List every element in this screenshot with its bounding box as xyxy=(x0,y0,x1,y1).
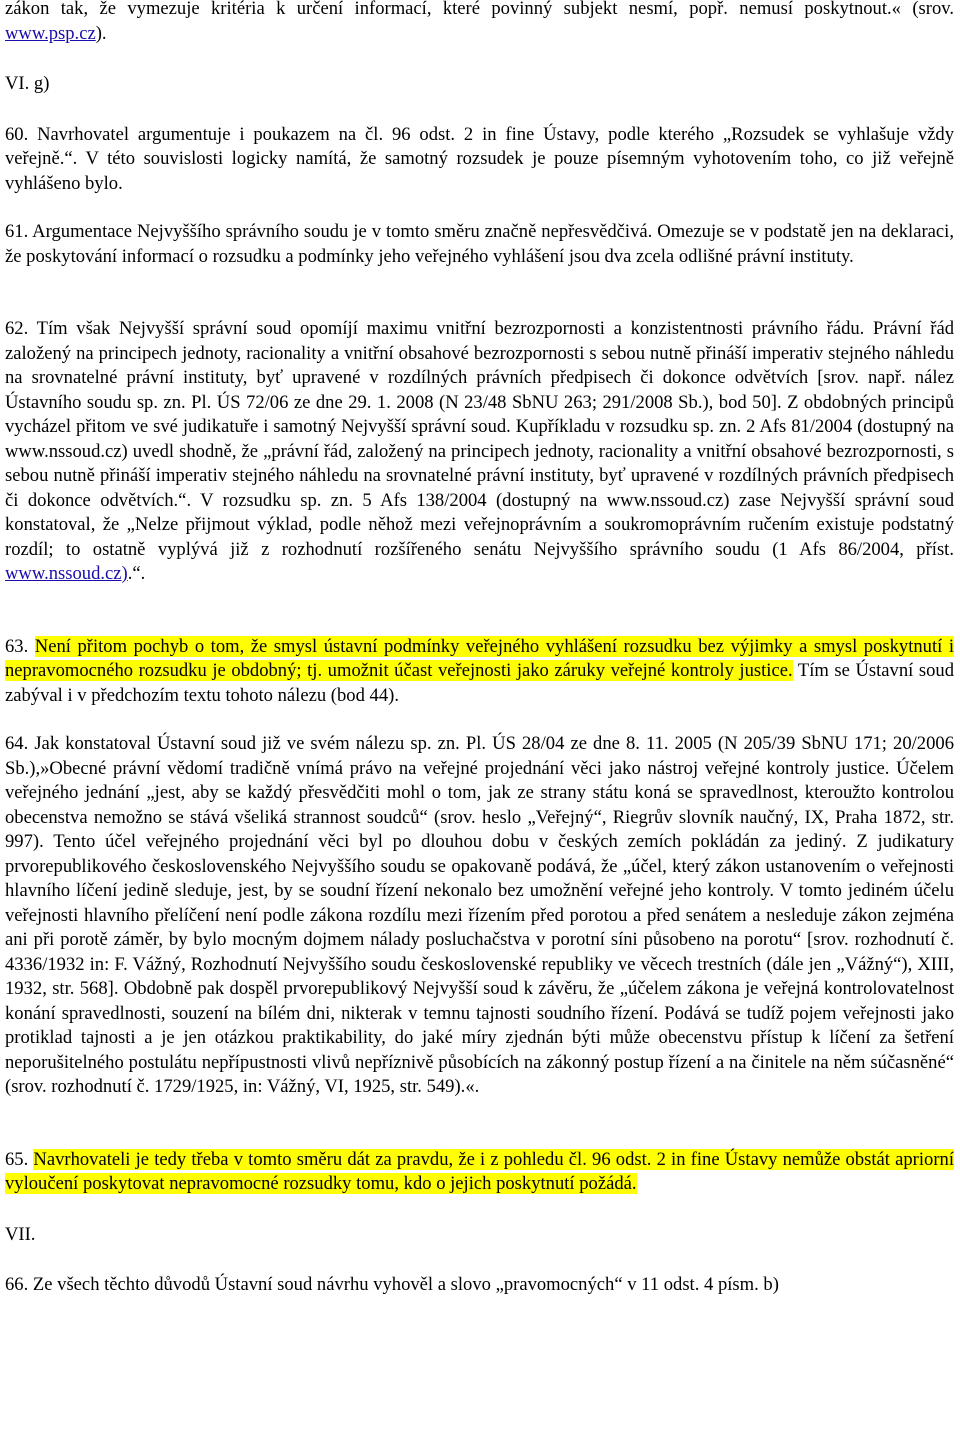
paragraph-63-highlight: Není přitom pochyb o tom, že smysl ústavní podmínky veřejného vyhlášení rozsudku bez výjimky a smysl poskytnutí i nepravomocného rozsudku je obdobný; tj. umožnit účast veřejnosti jako záruky veřejné kontroly justice. xyxy=(5,635,954,681)
heading-vi-g: VI. g) xyxy=(5,73,50,94)
paragraph-66: 66. Ze všech těchto důvodů Ústavní soud návrhu vyhověl a slovo „pravomocných“ v 11 odst. 4 písm. b) xyxy=(5,1274,779,1295)
paragraph-62-text: 62. Tím však Nejvyšší správní soud opomíjí maximu vnitřní bezrozpornosti a konzistentnosti právního řádu. Právní řád založený na principech jednoty, racionality a vnitřní obsahové bezrozpornosti s sebou nutně přináší imperativ stejného náhledu na srovnatelné právní instituty, byť upravené v rozdílných právních předpisech či dokonce odvětvích [srov. např. nález Ústavního soudu sp. zn. Pl. ÚS 72/06 ze dne 29. 1. 2008 (N 23/48 SbNU 263; 291/2008 Sb.), bod 50]. Z obdobných principů vycházel přitom ve své judikatuře i samotný Nejvyšší správní soud. Kupříkladu v rozsudku sp. zn. 2 Afs 81/2004 (dostupný na www.nssoud.cz) uvedl shodně, že „právní řád, založený na principech jednoty, racionality a vnitřní obsahové bezrozpornosti, s sebou nutně přináší imperativ stejného náhledu na srovnatelné právní instituty, byť upravené v rozdílných právních předpisech či dokonce odvětvích.“. V rozsudku sp. zn. 5 Afs 138/2004 (dostupný na www.nssoud.cz) zase Nejvyšší správní soud konstatoval, že „Nelze přijmout výklad, podle něhož mezi veřejnoprávním a soukromoprávním ručením existuje podstatný rozdíl; to ostatně vyplývá již z rozhodnutí rozšířeného senátu Nejvyššího správního soudu (1 Afs 86/2004, příst. xyxy=(5,318,954,560)
document-page xyxy=(5,0,954,1298)
paragraph-62 xyxy=(5,317,954,587)
paragraph-65-number: 65. xyxy=(5,1148,34,1170)
spacer xyxy=(5,269,954,317)
spacer xyxy=(5,1100,954,1148)
paragraph-63-number: 63. xyxy=(5,635,35,657)
paragraph-63-tail: Tím se Ústavní soud zabýval i v předchozím textu tohoto nálezu (bod 44). xyxy=(5,660,954,706)
paragraph-intro-text: zákon tak, že vymezuje kritéria k určení informací, které povinný subjekt nesmí, popř. nemusí poskytnout.« (srov. xyxy=(5,0,954,19)
spacer xyxy=(5,196,954,220)
spacer xyxy=(5,1247,954,1273)
paragraph-60: 60. Navrhovatel argumentuje i poukazem na čl. 96 odst. 2 in fine Ústavy, podle kterého „Rozsudek se vyhlašuje vždy veřejně.“. V této souvislosti logicky namítá, že samotný rozsudek je pouze písemným vyhotovením toho, co již veřejně vyhlášeno bylo. xyxy=(5,123,954,194)
paragraph-61: 61. Argumentace Nejvyššího správního soudu je v tomto směru značně nepřesvědčivá. Omezuje se v podstatě jen na deklaraci, že poskytování informací o rozsudku a podmínky jeho veřejného vyhlášení jsou dva zcela odlišné právní instituty. xyxy=(5,221,954,267)
paragraph-intro-tail: ). xyxy=(95,22,107,44)
nssoud-link[interactable]: www.nssoud.cz) xyxy=(5,563,128,584)
paragraph-63 xyxy=(5,635,954,709)
heading-vii: VII. xyxy=(5,1223,36,1245)
paragraph-65-highlight: Navrhovateli je tedy třeba v tomto směru dát za pravdu, že i z pohledu čl. 96 odst. 2 in fine Ústavy nemůže obstát apriorní vyloučení poskytovat nepravomocné rozsudky tomu, kdo o jejich poskytnutí požádá. xyxy=(5,1148,954,1194)
spacer xyxy=(5,587,954,635)
spacer xyxy=(5,46,954,72)
spacer xyxy=(5,97,954,123)
spacer xyxy=(5,1197,954,1223)
paragraph-intro xyxy=(5,0,954,46)
paragraph-65 xyxy=(5,1148,954,1197)
spacer xyxy=(5,708,954,732)
psp-link[interactable]: www.psp.cz xyxy=(5,22,96,44)
paragraph-62-tail: .“. xyxy=(127,563,146,584)
paragraph-64: 64. Jak konstatoval Ústavní soud již ve svém nálezu sp. zn. Pl. ÚS 28/04 ze dne 8. 11. 2005 (N 205/39 SbNU 171; 20/2006 Sb.),»Obecné právní vědomí tradičně vnímá právo na veřejné projednání věci jako nástroj veřejné kontroly justice. Účelem veřejného jednání „jest, aby se každý přesvědčiti mohl o tom, jak ze strany státu koná se spravedlnost, kteroužto kontrolou obecenstva nemožno se stává všeliká strannost soudců“ (srov. heslo „Veřejný“, Riegrův slovník naučný, IX, Praha 1872, str. 997). Tento účel veřejného projednání věci byl po dlouhou dobu v českých zemích pokládán za jediný. Z judikatury prvorepublikového československého Nejvyššího soudu se opakovaně podává, že „účel, který zákon ustanovením o veřejnosti hlavního líčení jedině sleduje, jest, by se soudní řízení nekonalo bez umožnění veřejné jeho kontroly. V tomto jediném účelu veřejnosti hlavního přelíčení není podle zákona rozdílu mezi řízením před porotou a před senátem a nesleduje zákon zejména ani při porotě záměr, by bylo mocným dojmem nálady posluchačstva v porotní síni působeno na porotu“ [srov. rozhodnutí č. 4336/1932 in: F. Vážný, Rozhodnutí Nejvyššího soudu československé republiky ve věcech trestních (dále jen „Vážný“), XIII, 1932, str. 568]. Obdobně pak dospěl prvorepublikový Nejvyšší soud k závěru, že „účelem zákona je veřejná kontrolovatelnost konání spravedlnosti, souzení na bílém dni, nikterak v temnu tajnosti soudního řízení. Podává se tudíž pojem veřejnosti jako protiklad tajnosti a je jen otázkou praktikability, do jaké míry zjednán býti může obecenstvu přístup k líčení za šetření neporušitelného postulátu nepřípustnosti vlivů nepříznivě působících na zákonný postup řízení a na činitele na něm súčasněné“ (srov. rozhodnutí č. 1729/1925, in: Vážný, VI, 1925, str. 549).«. xyxy=(5,733,954,1097)
